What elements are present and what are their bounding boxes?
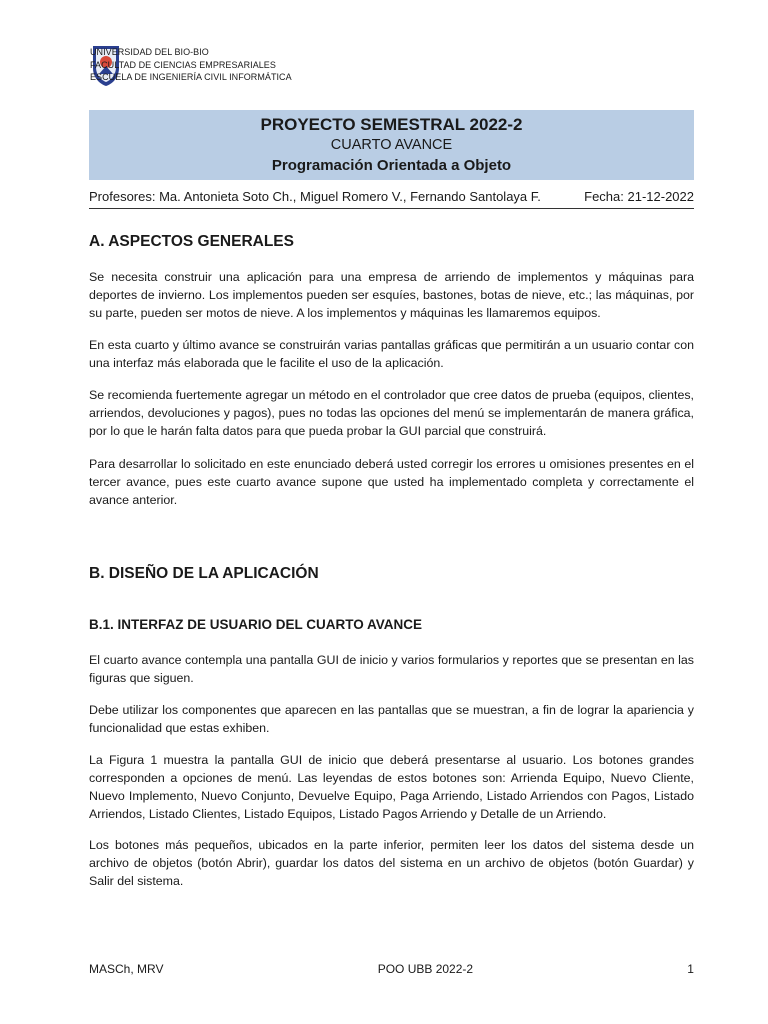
course-title: Programación Orientada a Objeto <box>271 157 512 174</box>
footer-authors: MASCh, MRV <box>89 962 164 976</box>
date-text: Fecha: 21-12-2022 <box>584 189 694 204</box>
university-name: UNIVERSIDAD DEL BIO-BIO <box>90 47 209 57</box>
title-box <box>89 110 694 180</box>
section-b-paragraph-2: Debe utilizar los componentes que aparecen en las pantallas que se muestran, a fin de lograr la apariencia y funcionalidad que estas exhiben. <box>89 703 694 735</box>
institution-header <box>90 46 292 84</box>
section-b1-heading: B.1. INTERFAZ DE USUARIO DEL CUARTO AVANCE <box>89 617 423 632</box>
section-a-paragraph-4: Para desarrollar lo solicitado en este enunciado deberá usted corregir los errores u omisiones presentes en el tercer avance, pues este cuarto avance supone que usted ha implementado completa y correctamente el avance anterior. <box>89 457 694 507</box>
section-b-paragraph-1: El cuarto avance contempla una pantalla GUI de inicio y varios formularios y reportes que se presentan en las figuras que siguen. <box>89 653 694 685</box>
section-a-paragraph-2: En esta cuarto y último avance se construirán varias pantallas gráficas que permitirán a un usuario contar con una interfaz más elaborada que le facilite el uso de la aplicación. <box>89 338 694 370</box>
page-number: 1 <box>687 962 694 976</box>
section-b-paragraph-3: La Figura 1 muestra la pantalla GUI de inicio que deberá presentarse al usuario. Los botones grandes corresponden a opciones de menú. Las leyendas de estos botones son: Arrienda Equipo, Nuevo Cliente, Nuevo Implemento, Nuevo Conjunto, Devuelve Equipo, Paga Arriendo, Listado Arriendos con Pagos, Listado Arriendos, Listado Clientes, Listado Equipos, Listado Pagos Arriendo y Detalle de un Arriendo. <box>89 753 694 821</box>
professors-line <box>89 188 694 209</box>
section-b-heading: B. DISEÑO DE LA APLICACIÓN <box>89 565 319 582</box>
advance-title: CUARTO AVANCE <box>330 137 453 153</box>
professors-text: Profesores: Ma. Antonieta Soto Ch., Miguel Romero V., Fernando Santolaya F. <box>89 189 541 204</box>
school-name: ESCUELA DE INGENIERÍA CIVIL INFORMÁTICA <box>90 72 292 82</box>
section-a-paragraph-3: Se recomienda fuertemente agregar un método en el controlador que cree datos de prueba (equipos, clientes, arriendos, devoluciones y pagos), pues no todas las opciones del menú se implementarán de manera gráfica, por lo que le harán falta datos para que pueda probar la GUI parcial que construirá. <box>89 388 694 438</box>
faculty-name: FACULTAD DE CIENCIAS EMPRESARIALES <box>90 59 276 70</box>
section-a-paragraph-1: Se necesita construir una aplicación para una empresa de arriendo de implementos y máquinas para deportes de invierno. Los implementos pueden ser esquíes, bastones, botas de nieve, etc.; las máquinas, por su parte, pueden ser motos de nieve. A los implementos y máquinas les llamaremos equipos. <box>89 270 694 320</box>
section-a-heading: A. ASPECTOS GENERALES <box>89 233 294 250</box>
section-b-paragraph-4: Los botones más pequeños, ubicados en la parte inferior, permiten leer los datos del sistema desde un archivo de objetos (botón Abrir), guardar los datos del sistema en un archivo de objetos (botón Guardar) y Salir del sistema. <box>89 838 694 888</box>
page-footer <box>89 962 694 976</box>
footer-course: POO UBB 2022-2 <box>377 962 474 976</box>
project-title: PROYECTO SEMESTRAL 2022-2 <box>260 115 523 134</box>
